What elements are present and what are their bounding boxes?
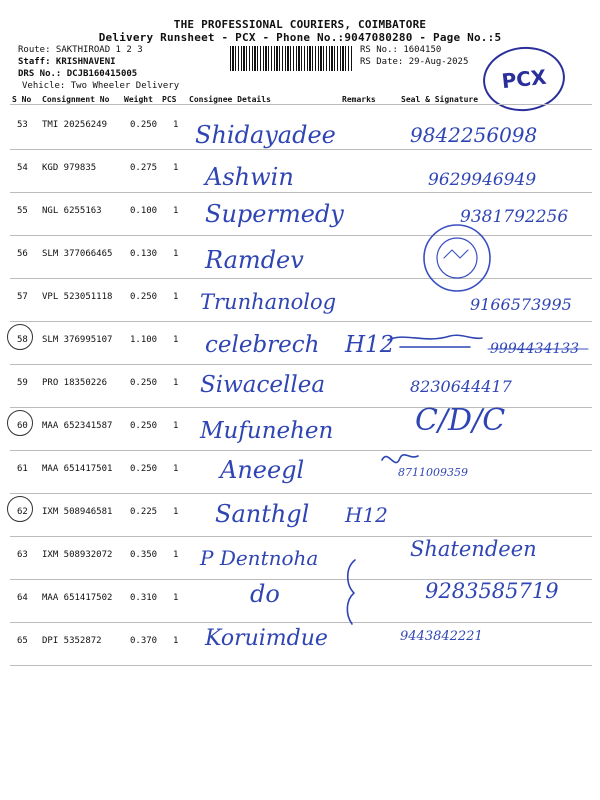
row-sno: 61 bbox=[17, 464, 28, 474]
hw-r59-sig: 8230644417 bbox=[410, 377, 512, 396]
row-consignment: MAA 651417501 bbox=[42, 464, 113, 474]
row-pcs: 1 bbox=[173, 593, 179, 603]
hw-r62-remark: H12 bbox=[345, 503, 388, 527]
hw-r54-sig: 9629946949 bbox=[428, 170, 537, 190]
col-weight: Weight bbox=[124, 95, 153, 104]
drs-label: DRS No.: DCJB160415005 bbox=[18, 69, 138, 79]
hw-r55-name: Supermedy bbox=[205, 200, 344, 228]
row-weight: 0.225 bbox=[130, 507, 158, 517]
row-consignment: TMI 20256249 bbox=[42, 120, 108, 130]
row-weight: 0.250 bbox=[130, 421, 158, 431]
staff-label: Staff: KRISHNAVENI bbox=[18, 57, 116, 67]
row-sno: 57 bbox=[17, 292, 28, 302]
company-title: THE PROFESSIONAL COURIERS, COIMBATORE bbox=[173, 18, 427, 31]
row-pcs: 1 bbox=[173, 550, 179, 560]
col-seal-signature: Seal & Signature bbox=[401, 95, 479, 104]
row-weight: 0.100 bbox=[130, 206, 158, 216]
pcx-stamp: PCX bbox=[480, 43, 568, 115]
hw-bracket bbox=[347, 560, 355, 624]
hw-r60-name: Mufunehen bbox=[200, 418, 334, 444]
route-label: Route: SAKTHIROAD 1 2 3 bbox=[18, 45, 143, 55]
col-pcs: PCS bbox=[162, 95, 177, 104]
row-pcs: 1 bbox=[173, 206, 179, 216]
row-pcs: 1 bbox=[173, 163, 179, 173]
row-weight: 0.250 bbox=[130, 464, 158, 474]
hw-r58-scribble bbox=[388, 335, 482, 340]
hw-r61-signature bbox=[382, 455, 418, 463]
row-sno: 56 bbox=[17, 249, 28, 259]
hw-r62-name: Santhgl bbox=[215, 500, 310, 528]
hw-r58-sig: 9994434133 bbox=[490, 341, 580, 357]
row-sno: 60 bbox=[17, 421, 28, 431]
row-consignment: SLM 376995107 bbox=[42, 335, 113, 345]
row-sno: 64 bbox=[17, 593, 28, 603]
row-weight: 0.310 bbox=[130, 593, 158, 603]
hw-r54-name: Ashwin bbox=[205, 163, 294, 191]
col-sno: S No bbox=[12, 95, 32, 104]
row-pcs: 1 bbox=[173, 378, 179, 388]
row-pcs: 1 bbox=[173, 507, 179, 517]
row-consignment: SLM 377066465 bbox=[42, 249, 113, 259]
hw-r65-name: Koruimdue bbox=[205, 626, 328, 651]
hw-r56-name: Ramdev bbox=[205, 246, 304, 274]
hw-r65-sig: 9443842221 bbox=[400, 629, 483, 644]
hw-r61-sig: 8711009359 bbox=[398, 466, 468, 479]
hw-r53-name: Shidayadee bbox=[195, 121, 336, 149]
row-weight: 0.370 bbox=[130, 636, 158, 646]
row-sno: 54 bbox=[17, 163, 28, 173]
row-sno: 65 bbox=[17, 636, 28, 646]
hw-r57-sig: 9166573995 bbox=[470, 295, 572, 314]
hw-r63-sig: Shatendeen bbox=[410, 537, 537, 561]
row-sno: 53 bbox=[17, 120, 28, 130]
runsheet-subtitle: Delivery Runsheet - PCX - Phone No.:9047080280 - Page No.:5 bbox=[98, 31, 502, 44]
hw-r64-sig: 9283585719 bbox=[425, 579, 559, 603]
row-pcs: 1 bbox=[173, 249, 179, 259]
col-consignment: Consignment No bbox=[42, 95, 110, 104]
vehicle-label: Vehicle: Two Wheeler Delivery bbox=[22, 81, 180, 91]
row-pcs: 1 bbox=[173, 636, 179, 646]
row-weight: 0.250 bbox=[130, 378, 158, 388]
row-sno: 62 bbox=[17, 507, 28, 517]
row-consignment: MAA 651417502 bbox=[42, 593, 113, 603]
row-sno: 58 bbox=[17, 335, 28, 345]
hw-r57-name: Trunhanolog bbox=[200, 290, 337, 314]
hw-r63-name: P Dentnoha bbox=[200, 546, 319, 570]
hw-r61-name: Aneegl bbox=[220, 456, 305, 484]
row-consignment: IXM 508946581 bbox=[42, 507, 113, 517]
row-weight: 0.250 bbox=[130, 120, 158, 130]
row-weight: 0.130 bbox=[130, 249, 158, 259]
row-weight: 1.100 bbox=[130, 335, 158, 345]
row-consignment: VPL 523051118 bbox=[42, 292, 113, 302]
row-consignment: KGD 979835 bbox=[42, 163, 97, 173]
row-weight: 0.350 bbox=[130, 550, 158, 560]
row-pcs: 1 bbox=[173, 464, 179, 474]
rs-number: RS No.: 1604150 bbox=[360, 45, 442, 55]
row-sno: 55 bbox=[17, 206, 28, 216]
row-consignment: IXM 508932072 bbox=[42, 550, 113, 560]
hw-r53-sig: 9842256098 bbox=[410, 123, 538, 147]
company-seal-stamp bbox=[424, 225, 490, 291]
row-pcs: 1 bbox=[173, 335, 179, 345]
row-weight: 0.275 bbox=[130, 163, 158, 173]
row-pcs: 1 bbox=[173, 120, 179, 130]
row-pcs: 1 bbox=[173, 421, 179, 431]
row-weight: 0.250 bbox=[130, 292, 158, 302]
row-sno: 63 bbox=[17, 550, 28, 560]
hw-r64-name: do bbox=[250, 580, 280, 608]
hw-r59-name: Siwacellea bbox=[200, 372, 326, 398]
hw-r60-sig: C/D/C bbox=[415, 403, 506, 438]
col-consignee: Consignee Details bbox=[189, 95, 271, 104]
hw-r58-name: celebrech bbox=[205, 332, 320, 358]
row-consignment: PRO 18350226 bbox=[42, 378, 108, 388]
rs-date: RS Date: 29-Aug-2025 bbox=[360, 57, 469, 67]
hw-r58-remark: H12 bbox=[345, 332, 395, 358]
row-consignment: DPI 5352872 bbox=[42, 636, 102, 646]
row-consignment: MAA 652341587 bbox=[42, 421, 113, 431]
row-consignment: NGL 6255163 bbox=[42, 206, 102, 216]
col-remarks: Remarks bbox=[342, 95, 376, 104]
row-sno: 59 bbox=[17, 378, 28, 388]
hw-r55-sig: 9381792256 bbox=[460, 207, 569, 227]
row-pcs: 1 bbox=[173, 292, 179, 302]
